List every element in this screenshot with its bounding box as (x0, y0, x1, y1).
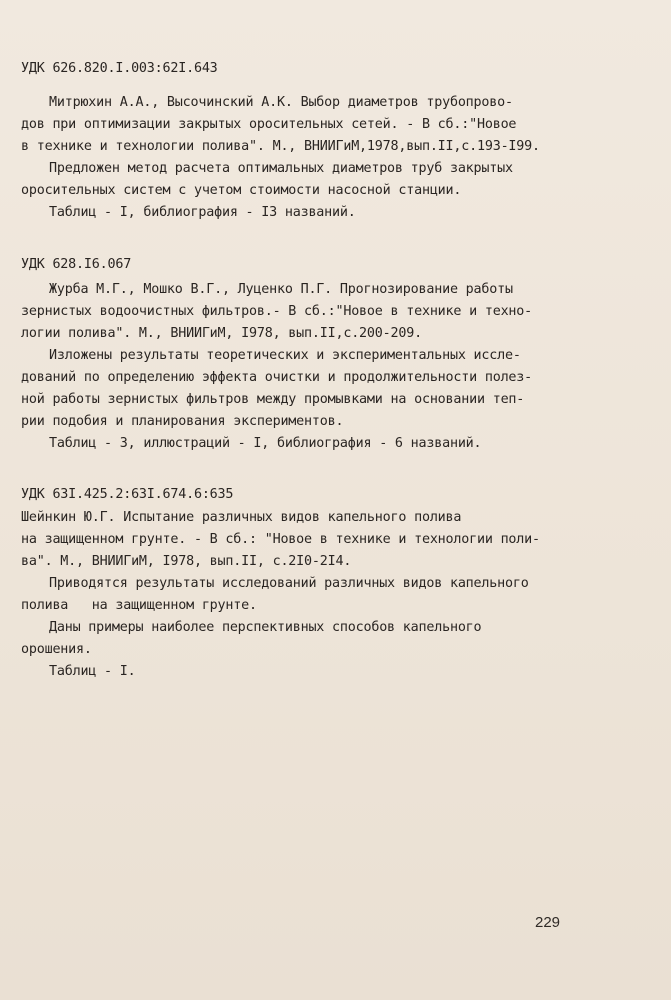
entry-1-udk: УДК 626.820.I.003:62I.643 (21, 61, 218, 76)
entry-2-line-7: рии подобия и планирования экспериментов. (21, 414, 344, 429)
entry-2-line-1: Журба М.Г., Мошко В.Г., Луценко П.Г. Прогнозирование работы (49, 282, 513, 297)
entry-3-line-2: на защищенном грунте. - В сб.: "Новое в технике и технологии поли- (21, 532, 540, 547)
entry-2-line-4: Изложены результаты теоретических и экспериментальных иссле- (49, 348, 521, 363)
entry-3-line-7: орошения. (21, 642, 92, 657)
entry-3-line-8: Таблиц - I. (49, 664, 136, 679)
entry-2-line-3: логии полива". М., ВНИИГиМ, I978, вып.II,с.200-209. (21, 326, 422, 341)
page-number: 229 (535, 914, 561, 931)
entry-1-line-1: Митрюхин А.А., Высочинский А.К. Выбор диаметров трубопрово- (49, 95, 513, 110)
entry-2-line-2: зернистых водоочистных фильтров.- В сб.:"Новое в технике и техно- (21, 304, 533, 319)
entry-1-line-4: Предложен метод расчета оптимальных диаметров труб закрытых (49, 161, 513, 176)
entry-3-udk: УДК 63I.425.2:63I.674.6:635 (21, 487, 234, 502)
entry-3-line-4: Приводятся результаты исследований различных видов капельного (49, 576, 529, 591)
entry-1-line-6: Таблиц - I, библиография - I3 названий. (49, 205, 356, 220)
entry-3-line-5: полива на защищенном грунте. (21, 598, 257, 613)
entry-2-line-6: ной работы зернистых фильтров между промывками на основании теп- (21, 392, 525, 407)
entry-1-line-3: в технике и технологии полива". М., ВНИИГиМ,1978,вып.II,с.193-I99. (21, 139, 540, 154)
entry-2-line-5: дований по определению эффекта очистки и продолжительности полез- (21, 370, 533, 385)
entry-1-line-2: дов при оптимизации закрытых оросительных сетей. - В сб.:"Новое (21, 117, 517, 132)
entry-3-line-6: Даны примеры наиболее перспективных способов капельного (49, 620, 482, 635)
entry-1-line-5: оросительных систем с учетом стоимости насосной станции. (21, 183, 462, 198)
entry-3-line-1: Шейнкин Ю.Г. Испытание различных видов капельного полива (21, 510, 462, 525)
entry-2-udk: УДК 628.I6.067 (21, 257, 132, 272)
entry-3-line-3: ва". М., ВНИИГиМ, I978, вып.II, с.2I0-2I4. (21, 554, 352, 569)
entry-2-line-8: Таблиц - 3, иллюстраций - I, библиография - 6 названий. (49, 436, 482, 451)
